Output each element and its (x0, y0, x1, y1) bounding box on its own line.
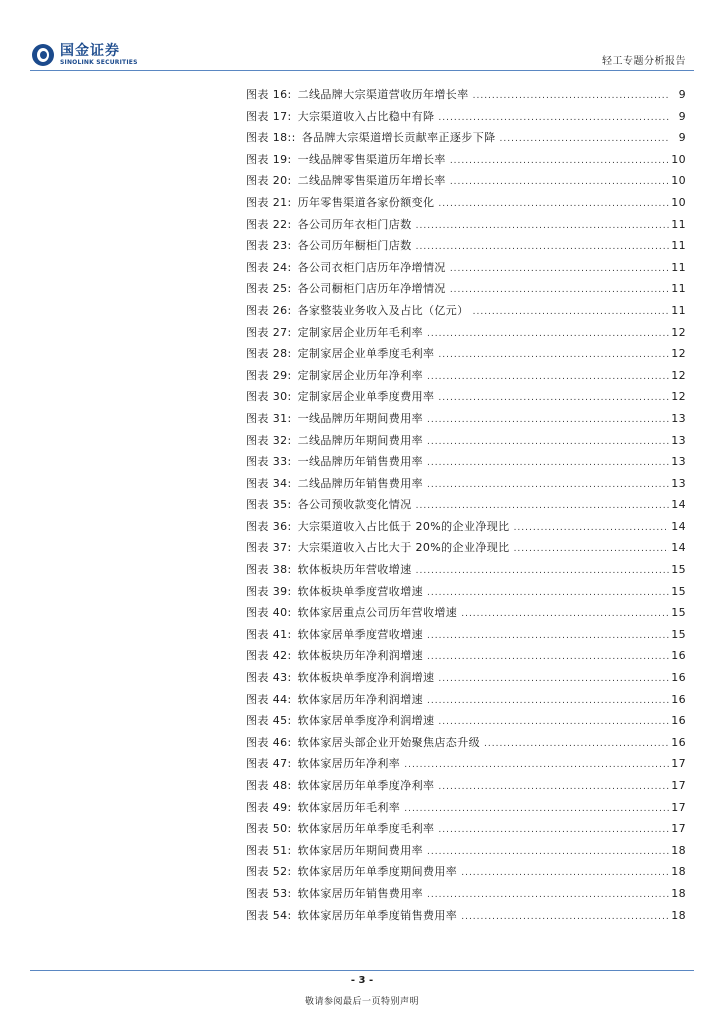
figure-label: 图表 30: (246, 390, 292, 404)
figure-title: 各公司历年橱柜门店数 (297, 239, 412, 253)
toc-entry[interactable] (246, 410, 686, 432)
page-ref: 15 (671, 584, 686, 598)
figure-label: 图表 19: (246, 152, 292, 166)
toc-entry[interactable] (246, 518, 686, 540)
toc-entry[interactable] (246, 712, 686, 734)
figure-title: 一线品牌历年期间费用率 (297, 411, 424, 425)
page-ref: 12 (671, 325, 686, 339)
dot-leader (473, 91, 670, 101)
logo-icon (32, 44, 54, 66)
page-ref: 16 (671, 671, 686, 685)
page-header (0, 0, 724, 72)
toc-entry[interactable] (246, 151, 686, 173)
toc-entry[interactable] (246, 453, 686, 475)
figure-title: 各公司历年衣柜门店数 (297, 217, 412, 231)
figure-title: 各公司橱柜门店历年净增情况 (297, 282, 446, 296)
figure-label: 图表 29: (246, 368, 292, 382)
figure-label: 图表 41: (246, 627, 292, 641)
dot-leader (461, 868, 669, 878)
figure-title: 历年零售渠道各家份额变化 (297, 195, 435, 209)
report-type: 轻工专题分析报告 (602, 56, 686, 67)
figure-label: 图表 38: (246, 563, 292, 577)
toc-entry[interactable] (246, 388, 686, 410)
dot-leader (450, 285, 669, 295)
page-ref: 13 (671, 455, 686, 469)
toc-entry[interactable] (246, 777, 686, 799)
figure-title: 二线品牌历年销售费用率 (297, 476, 424, 490)
figure-label: 图表 44: (246, 692, 292, 706)
figure-title: 软体家居重点公司历年营收增速 (297, 606, 458, 620)
page-ref: 18 (671, 865, 686, 879)
dot-leader (438, 782, 669, 792)
dot-leader (427, 437, 669, 447)
figure-label: 图表 22: (246, 217, 292, 231)
page-ref: 11 (671, 239, 686, 253)
page-ref: 11 (671, 282, 686, 296)
header-divider (30, 70, 694, 71)
figure-title: 定制家居企业单季度费用率 (297, 390, 435, 404)
figure-label: 图表 20: (246, 174, 292, 188)
figure-label: 图表 35: (246, 498, 292, 512)
figure-title: 软体家居历年销售费用率 (297, 886, 424, 900)
page-ref: 10 (671, 152, 686, 166)
figure-label: 图表 53: (246, 886, 292, 900)
dot-leader (427, 329, 669, 339)
toc-entry[interactable] (246, 432, 686, 454)
dot-leader (461, 912, 669, 922)
figure-label: 图表 36: (246, 519, 292, 533)
figure-label: 图表 18:: (246, 131, 296, 145)
toc-entry[interactable] (246, 216, 686, 238)
figure-title: 软体板块历年净利润增速 (297, 649, 424, 663)
figure-label: 图表 33: (246, 455, 292, 469)
page-ref: 13 (671, 411, 686, 425)
dot-leader (416, 566, 670, 576)
toc-entry[interactable] (246, 194, 686, 216)
page-ref: 17 (671, 800, 686, 814)
page-ref: 17 (671, 822, 686, 836)
figure-title: 各家整装业务收入及占比（亿元） (297, 303, 469, 317)
company-logo (32, 40, 138, 70)
dot-leader (438, 717, 669, 727)
dot-leader (416, 221, 670, 231)
page-ref: 9 (678, 109, 686, 123)
page-ref: 9 (678, 88, 686, 101)
page-ref: 13 (671, 433, 686, 447)
dot-leader (450, 177, 669, 187)
toc-entry[interactable] (246, 345, 686, 367)
disclaimer: 敬请参阅最后一页特别声明 (304, 997, 419, 1007)
page-ref: 16 (671, 692, 686, 706)
dot-leader (473, 307, 670, 317)
figure-label: 图表 50: (246, 822, 292, 836)
page-ref: 11 (671, 217, 686, 231)
toc-entry[interactable] (246, 626, 686, 648)
dot-leader (438, 393, 669, 403)
figure-label: 图表 32: (246, 433, 292, 447)
dot-leader (438, 113, 670, 123)
page-ref: 16 (671, 649, 686, 663)
figure-title: 软体家居历年单季度销售费用率 (297, 908, 458, 922)
toc-entry[interactable] (246, 669, 686, 691)
figure-title: 软体家居历年净利率 (297, 757, 401, 771)
figure-title: 二线品牌大宗渠道营收历年增长率 (297, 88, 469, 101)
page-ref: 18 (671, 908, 686, 922)
figure-title: 定制家居企业历年净利率 (297, 368, 424, 382)
toc-entry[interactable] (246, 237, 686, 259)
figure-label: 图表 43: (246, 671, 292, 685)
figure-title: 大宗渠道收入占比大于 20%的企业净现比 (297, 541, 510, 555)
figure-title: 软体家居单季度净利润增速 (297, 714, 435, 728)
figure-title: 各公司预收款变化情况 (297, 498, 412, 512)
figure-title: 各品牌大宗渠道增长贡献率正逐步下降 (301, 131, 496, 145)
toc-entry[interactable] (246, 734, 686, 756)
logo-text-en: SINOLINK SECURITIES (60, 59, 138, 66)
figure-title: 软体家居历年净利润增速 (297, 692, 424, 706)
figure-label: 图表 39: (246, 584, 292, 598)
page-ref: 12 (671, 390, 686, 404)
figure-title: 软体家居历年单季度毛利率 (297, 822, 435, 836)
dot-leader (438, 674, 669, 684)
figure-label: 图表 52: (246, 865, 292, 879)
toc-entry[interactable] (246, 604, 686, 626)
figure-title: 软体板块单季度净利润增速 (297, 671, 435, 685)
figure-title: 二线品牌零售渠道历年增长率 (297, 174, 446, 188)
figure-label: 图表 31: (246, 411, 292, 425)
page-ref: 17 (671, 757, 686, 771)
toc-entry[interactable] (246, 691, 686, 713)
figure-list (246, 86, 686, 928)
dot-leader (514, 544, 670, 554)
toc-entry[interactable] (246, 108, 686, 130)
toc-entry[interactable] (246, 907, 686, 929)
figure-label: 图表 17: (246, 109, 292, 123)
figure-label: 图表 46: (246, 735, 292, 749)
dot-leader (427, 652, 669, 662)
figure-title: 一线品牌历年销售费用率 (297, 455, 424, 469)
dot-leader (427, 415, 669, 425)
dot-leader (438, 350, 669, 360)
page-ref: 11 (671, 260, 686, 274)
figure-label: 图表 21: (246, 195, 292, 209)
dot-leader (416, 501, 670, 511)
dot-leader (484, 739, 669, 749)
figure-title: 定制家居企业历年毛利率 (297, 325, 424, 339)
page-ref: 12 (671, 368, 686, 382)
figure-title: 大宗渠道收入占比低于 20%的企业净现比 (297, 519, 510, 533)
page-ref: 14 (671, 498, 686, 512)
figure-label: 图表 16: (246, 88, 292, 101)
toc-entry[interactable] (246, 863, 686, 885)
dot-leader (427, 480, 669, 490)
toc-entry[interactable] (246, 172, 686, 194)
figure-title: 二线品牌历年期间费用率 (297, 433, 424, 447)
toc-entry[interactable] (246, 647, 686, 669)
dot-leader (450, 156, 669, 166)
figure-title: 软体家居历年单季度净利率 (297, 779, 435, 792)
page-ref: 16 (671, 735, 686, 749)
dot-leader (438, 199, 669, 209)
figure-label: 图表 23: (246, 239, 292, 253)
dot-leader (427, 588, 669, 598)
figure-label: 图表 42: (246, 649, 292, 663)
page-ref: 11 (671, 303, 686, 317)
figure-label: 图表 40: (246, 606, 292, 620)
page-ref: 13 (671, 476, 686, 490)
figure-label: 图表 37: (246, 541, 292, 555)
figure-label: 图表 54: (246, 908, 292, 922)
page-ref: 14 (671, 541, 686, 555)
page-ref: 17 (671, 779, 686, 792)
logo-text-cn: 国金证券 (60, 43, 120, 59)
toc-entry[interactable] (246, 799, 686, 821)
dot-leader (427, 696, 669, 706)
figure-title: 软体家居历年毛利率 (297, 800, 401, 814)
dot-leader (514, 523, 670, 533)
figure-title: 各公司衣柜门店历年净增情况 (297, 260, 446, 274)
figure-title: 一线品牌零售渠道历年增长率 (297, 152, 446, 166)
dot-leader (404, 760, 669, 770)
dot-leader (500, 134, 670, 144)
figure-title: 软体家居历年期间费用率 (297, 843, 424, 857)
toc-entry[interactable] (246, 820, 686, 842)
page-ref: 9 (678, 131, 686, 145)
toc-entry[interactable] (246, 302, 686, 324)
toc-entry[interactable] (246, 367, 686, 389)
page-ref: 18 (671, 843, 686, 857)
dot-leader (404, 804, 669, 814)
figure-label: 图表 28: (246, 347, 292, 361)
toc-entry[interactable] (246, 86, 686, 108)
figure-title: 软体板块单季度营收增速 (297, 584, 424, 598)
page-ref: 18 (671, 886, 686, 900)
figure-title: 软体板块历年营收增速 (297, 563, 412, 577)
figure-label: 图表 25: (246, 282, 292, 296)
page-ref: 12 (671, 347, 686, 361)
toc-entry[interactable] (246, 885, 686, 907)
figure-label: 图表 45: (246, 714, 292, 728)
dot-leader (427, 631, 669, 641)
figure-label: 图表 24: (246, 260, 292, 274)
page-number: - 3 - (350, 975, 374, 986)
toc-entry[interactable] (246, 561, 686, 583)
figure-title: 软体家居单季度营收增速 (297, 627, 424, 641)
page-ref: 10 (671, 195, 686, 209)
figure-title: 大宗渠道收入占比稳中有降 (297, 109, 435, 123)
figure-label: 图表 27: (246, 325, 292, 339)
toc-entry[interactable] (246, 280, 686, 302)
toc-entry[interactable] (246, 539, 686, 561)
toc-entry[interactable] (246, 129, 686, 151)
dot-leader (427, 847, 669, 857)
toc-entry[interactable] (246, 324, 686, 346)
page-ref: 15 (671, 606, 686, 620)
toc-entry[interactable] (246, 842, 686, 864)
toc-entry[interactable] (246, 496, 686, 518)
figure-label: 图表 34: (246, 476, 292, 490)
figure-title: 软体家居头部企业开始聚焦店态升级 (297, 735, 481, 749)
page-ref: 10 (671, 174, 686, 188)
figure-title: 软体家居历年单季度期间费用率 (297, 865, 458, 879)
toc-entry[interactable] (246, 259, 686, 281)
dot-leader (461, 609, 669, 619)
dot-leader (427, 890, 669, 900)
dot-leader (438, 825, 669, 835)
dot-leader (427, 458, 669, 468)
figure-label: 图表 47: (246, 757, 292, 771)
figure-label: 图表 49: (246, 800, 292, 814)
toc-entry[interactable] (246, 475, 686, 497)
page-ref: 15 (671, 627, 686, 641)
dot-leader (416, 242, 670, 252)
toc-entry[interactable] (246, 583, 686, 605)
figure-label: 图表 48: (246, 779, 292, 792)
footer-divider (30, 970, 694, 971)
toc-entry[interactable] (246, 755, 686, 777)
page-ref: 16 (671, 714, 686, 728)
page-ref: 15 (671, 563, 686, 577)
dot-leader (427, 372, 669, 382)
figure-title: 定制家居企业单季度毛利率 (297, 347, 435, 361)
figure-label: 图表 51: (246, 843, 292, 857)
figure-label: 图表 26: (246, 303, 292, 317)
dot-leader (450, 264, 669, 274)
page-ref: 14 (671, 519, 686, 533)
